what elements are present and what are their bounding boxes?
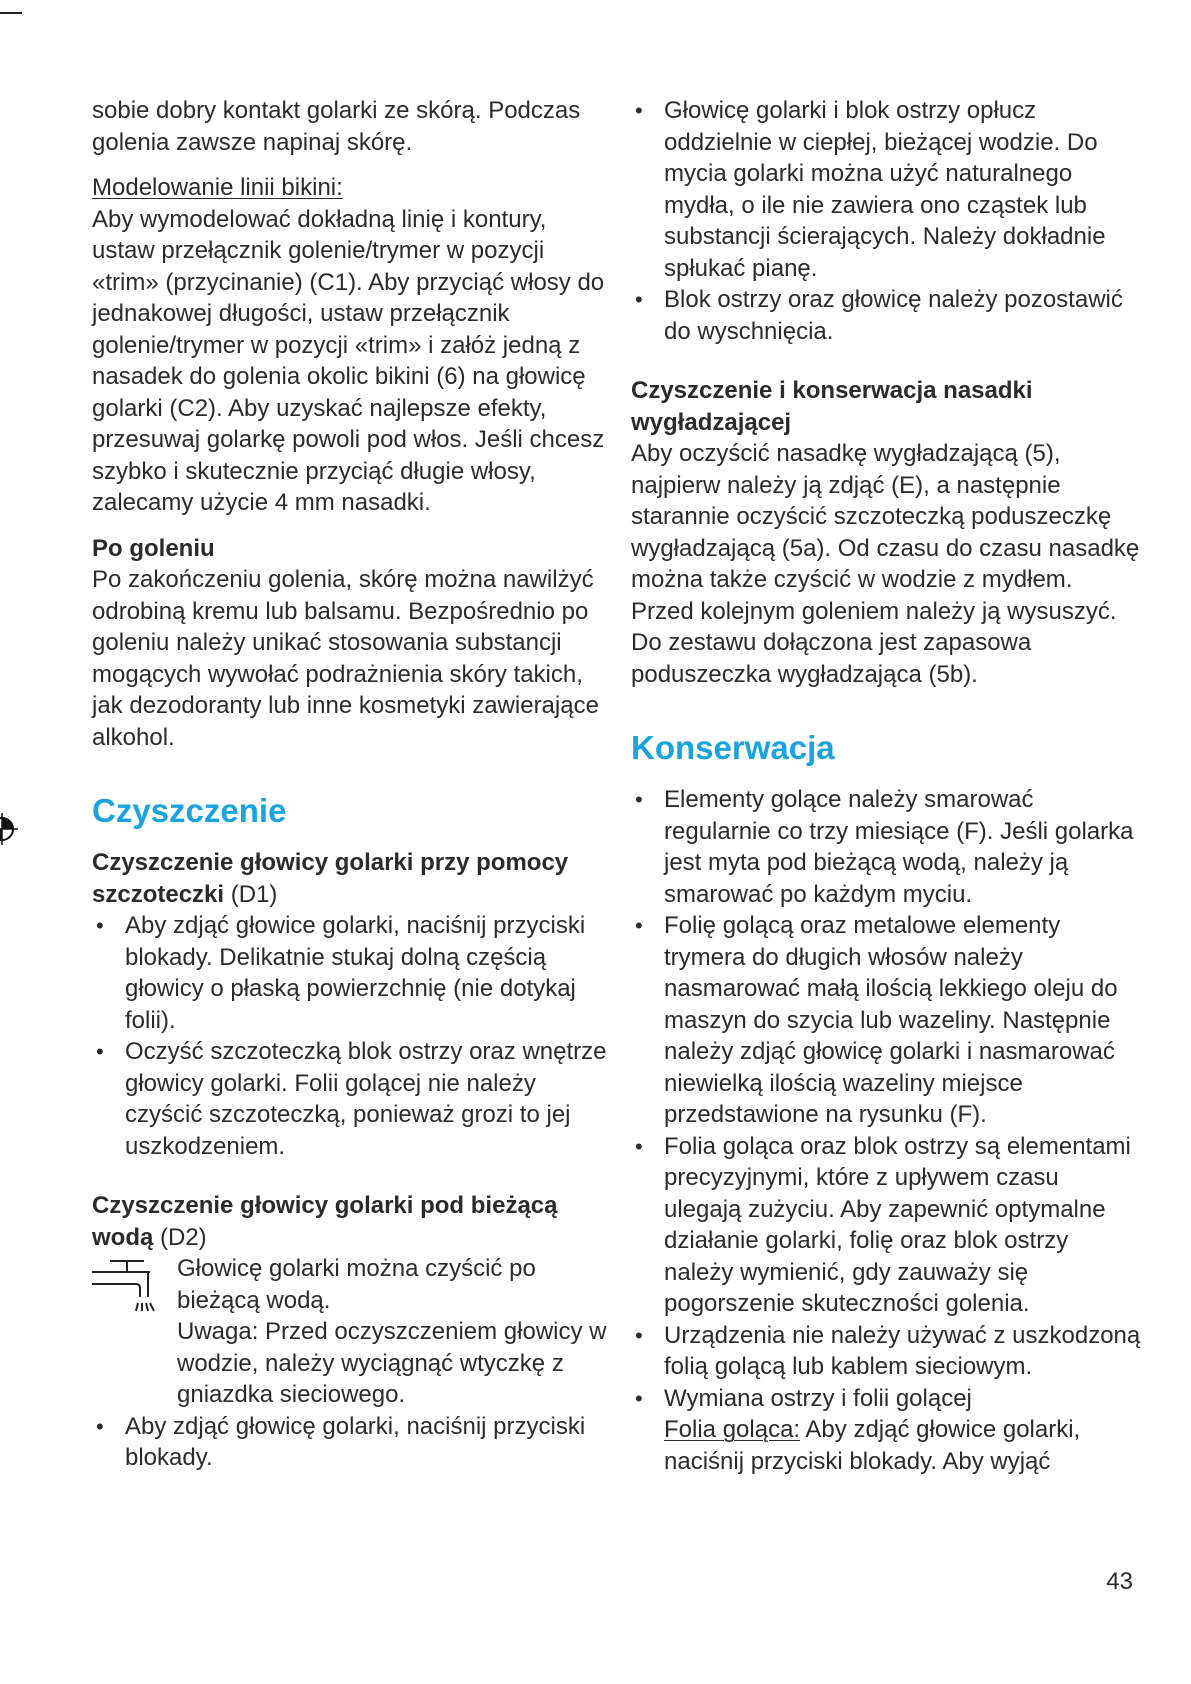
page-number: 43 (1106, 1568, 1133, 1595)
rinse-list (631, 95, 1141, 347)
tap-note (92, 1253, 612, 1411)
water-cleaning-list (92, 1411, 612, 1474)
list-item: • Aby zdjąć głowicę golarki, naciśnij przyciski blokady. (92, 1411, 612, 1474)
list-item: • Folia goląca oraz blok ostrzy są elementami precyzyjnymi, które z upływem czasu ulegają zużyciu. Aby zapewnić optymalne działanie golarki, folię oraz blok ostrzy należy wymienić, gdy zauważy się pogorszenie skuteczności golenia. (631, 1131, 1141, 1320)
tap-text: Głowicę golarki można czyścić po bieżącą wodą. (177, 1255, 536, 1314)
list-item: • Folię golącą oraz metalowe elementy trymera do długich włosów należy nasmarować małą ilością lekkiego oleju do maszyn do szycia lub wazeliny. Następnie należy zdjąć głowicę golarki i nasmarować niewielką ilością wazeliny miejsce przedstawione na rysunku (F). (631, 910, 1141, 1131)
list-item: • Oczyść szczoteczką blok ostrzy oraz wnętrze głowicy golarki. Folii golącej nie należy czyścić szczoteczką, ponieważ grozi to jej uszkodzeniem. (92, 1036, 612, 1162)
water-tap-icon (92, 1257, 162, 1313)
after-shave-heading: Po goleniu (92, 534, 215, 562)
bikini-text: Aby wymodelować dokładną linię i kontury, ustaw przełącznik golenie/trymer w pozycji «trim» (przycinanie) (C1). Aby przyciąć włosy do jednakowej długości, ustaw przełącznik golenie/trymer w pozycji «trim» i załóż jedną z nasadek do golenia okolic bikini (6) na głowicę golarki (C2). Aby uzyskać najlepsze efekty, przesuwaj golarkę powoli pod włos. Jeśli chcesz szybko i skutecznie przyciąć długie włosy, zalecamy użycie 4 mm nasadki. (92, 205, 605, 516)
foil-text: Aby zdjąć głowice golarki, naciśnij przyciski blokady. Aby wyjąć (664, 1416, 1081, 1475)
warning-text: Uwaga: Przed oczyszczeniem głowicy w wodzie, należy wyciągnąć wtyczkę z gniazdka sieciowego. (177, 1318, 607, 1408)
list-item: • Aby zdjąć głowice golarki, naciśnij przyciski blokady. Delikatnie stukaj dolną częścią głowicy o płaską powierzchnię (nie dotykaj folii). (92, 910, 612, 1036)
left-column (92, 95, 612, 1474)
list-item: • Blok ostrzy oraz głowicę należy pozostawić do wyschnięcia. (631, 284, 1141, 347)
list-item: • Elementy golące należy smarować regularnie co trzy miesiące (F). Jeśli golarka jest myta pod bieżącą wodą, należy ją smarować po każdym myciu. (631, 784, 1141, 910)
water-cleaning-heading: Czyszczenie głowicy golarki pod bieżącą wodą (D2) (92, 1192, 558, 1251)
brush-cleaning-list (92, 910, 612, 1162)
right-column (631, 95, 1141, 1477)
brush-cleaning-heading: Czyszczenie głowicy golarki przy pomocy szczoteczki (D1) (92, 849, 569, 908)
replacement-title: Wymiana ostrzy i folii golącej (664, 1384, 972, 1412)
foil-label: Folia goląca: (664, 1416, 801, 1443)
maintenance-title: Konserwacja (631, 729, 835, 766)
crop-mark (0, 12, 22, 14)
cleaning-title: Czyszczenie (92, 792, 287, 829)
maintenance-list (631, 784, 1141, 1477)
registration-mark-icon (0, 813, 18, 845)
after-shave-text: Po zakończeniu golenia, skórę można nawilżyć odrobiną kremu lub balsamu. Bezpośrednio po goleniu należy unikać stosowania substancji mogących wywołać podrażnienia skóry takich, jak dezodoranty lub inne kosmetyki zawierające alkohol. (92, 566, 599, 751)
smoothing-text-2: Do zestawu dołączona jest zapasowa poduszeczka wygładzająca (5b). (631, 629, 1032, 688)
list-item: • Głowicę golarki i blok ostrzy opłucz oddzielnie w ciepłej, bieżącej wodzie. Do mycia golarki można użyć naturalnego mydła, o ile nie zawiera ono cząstek lub substancji ścierających. Należy dokładnie spłukać pianę. (631, 95, 1141, 284)
bikini-heading: Modelowanie linii bikini: (92, 174, 343, 201)
list-item-replacement (631, 1383, 1141, 1478)
list-item: • Urządzenia nie należy używać z uszkodzoną folią golącą lub kablem sieciowym. (631, 1320, 1141, 1383)
smoothing-heading: Czyszczenie i konserwacja nasadki wygładzającej (631, 377, 1033, 436)
smoothing-text: Aby oczyścić nasadkę wygładzającą (5), najpierw należy ją zdjąć (E), a następnie starannie oczyścić szczoteczką poduszeczkę wygładzającą (5a). Od czasu do czasu nasadkę można także czyścić w wodzie z mydłem. Przed kolejnym goleniem należy ją wysuszyć. (631, 440, 1140, 625)
intro-text: sobie dobry kontakt golarki ze skórą. Podczas golenia zawsze napinaj skórę. (92, 97, 581, 156)
